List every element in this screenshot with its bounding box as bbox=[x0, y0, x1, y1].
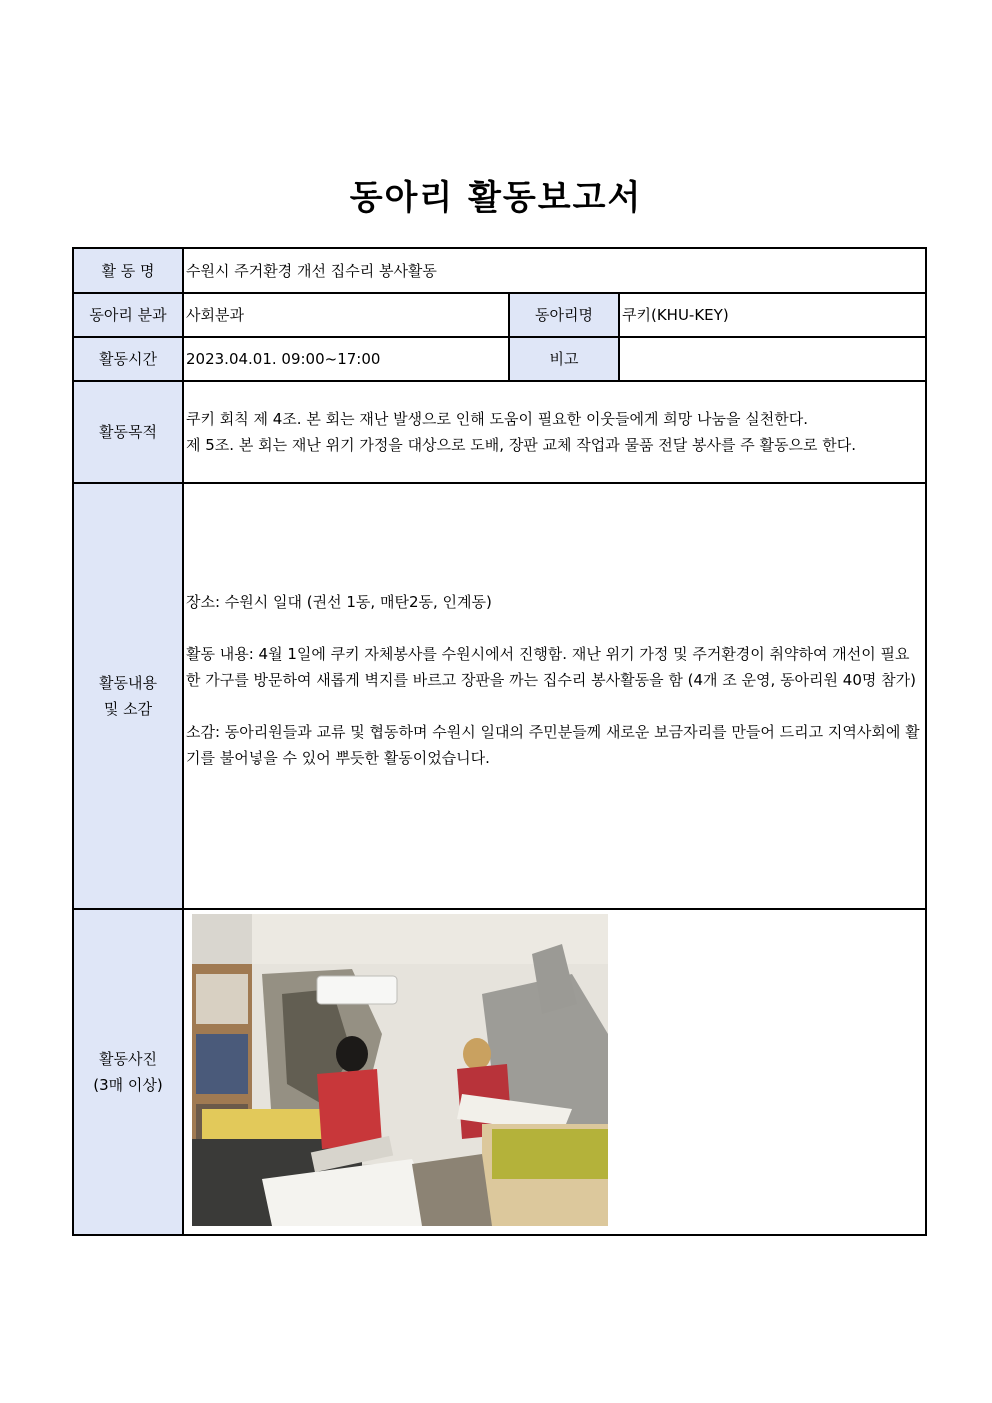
row-activity-name bbox=[73, 248, 926, 293]
purpose-value bbox=[183, 381, 926, 483]
photos-label-line-1: 활동사진 bbox=[99, 1050, 157, 1068]
row-division bbox=[73, 293, 926, 337]
photos-label-line-2: (3매 이상) bbox=[93, 1076, 163, 1094]
content-value bbox=[183, 483, 926, 909]
club-name-label: 동아리명 bbox=[509, 293, 619, 337]
club-name-value: 쿠키(KHU-KEY) bbox=[619, 293, 926, 337]
photos-value bbox=[183, 909, 926, 1235]
content-label bbox=[73, 483, 183, 909]
content-label-line-2: 및 소감 bbox=[103, 700, 153, 718]
content-place: 장소: 수원시 일대 (권선 1동, 매탄2동, 인계동) bbox=[186, 593, 492, 611]
time-label: 활동시간 bbox=[73, 337, 183, 381]
row-content bbox=[73, 483, 926, 909]
note-value bbox=[619, 337, 926, 381]
row-purpose bbox=[73, 381, 926, 483]
report-table bbox=[72, 247, 927, 1236]
note-label: 비고 bbox=[509, 337, 619, 381]
purpose-line-2: 제 5조. 본 회는 재난 위기 가정을 대상으로 도배, 장판 교체 작업과 물품 전달 봉사를 주 활동으로 한다. bbox=[186, 436, 857, 454]
activity-name-label: 활 동 명 bbox=[73, 248, 183, 293]
content-impression: 소감: 동아리원들과 교류 및 협동하며 수원시 일대의 주민분들께 새로운 보금자리를 만들어 드리고 지역사회에 활기를 불어넣을 수 있어 뿌듯한 활동이었습니다. bbox=[186, 723, 920, 767]
photos-label bbox=[73, 909, 183, 1235]
division-label: 동아리 분과 bbox=[73, 293, 183, 337]
division-value: 사회분과 bbox=[183, 293, 509, 337]
purpose-line-1: 쿠키 회칙 제 4조. 본 회는 재난 발생으로 인해 도움이 필요한 이웃들에게 희망 나눔을 실천한다. bbox=[186, 410, 808, 428]
content-activity: 활동 내용: 4월 1일에 쿠키 자체봉사를 수원시에서 진행함. 재난 위기 가정 및 주거환경이 취약하여 개선이 필요한 가구를 방문하여 새롭게 벽지를 바르고 장판을 까는 집수리 봉사활동을 함 (4개 조 운영, 동아리원 40명 참가) bbox=[186, 645, 916, 689]
row-photos bbox=[73, 909, 926, 1235]
activity-photo bbox=[192, 914, 608, 1226]
activity-name-value: 수원시 주거환경 개선 집수리 봉사활동 bbox=[183, 248, 926, 293]
purpose-label: 활동목적 bbox=[73, 381, 183, 483]
row-time bbox=[73, 337, 926, 381]
document-title: 동아리 활동보고서 bbox=[349, 178, 643, 218]
content-label-line-1: 활동내용 bbox=[99, 674, 157, 692]
time-value: 2023.04.01. 09:00~17:00 bbox=[183, 337, 509, 381]
